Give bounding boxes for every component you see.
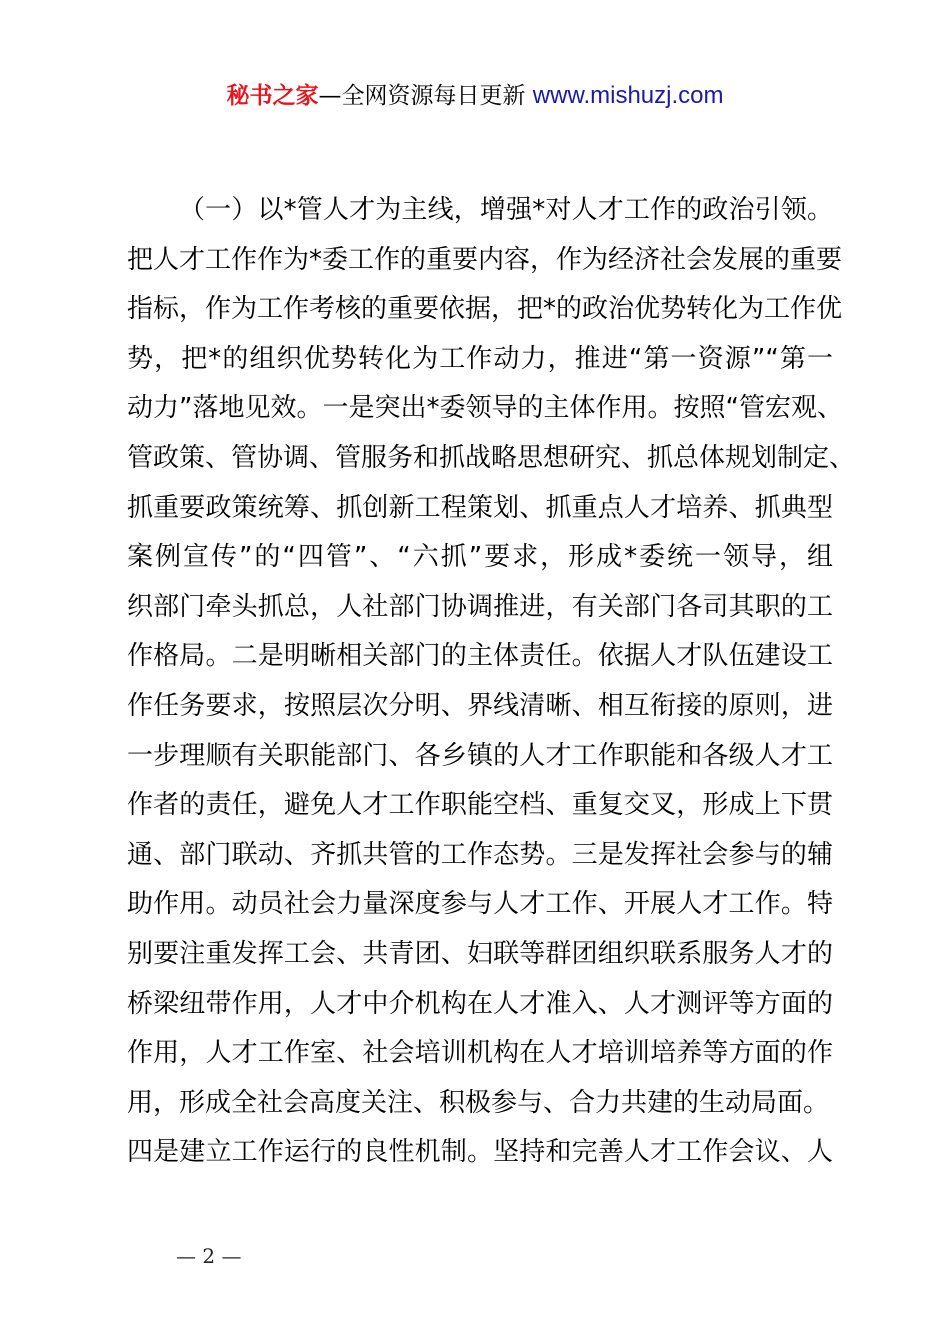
paragraph-line: 用，形成全社会高度关注、积极参与、合力共建的生动局面。 xyxy=(127,1087,830,1118)
paragraph-line: 作任务要求，按照层次分明、界线清晰、相互衔接的原则，进 xyxy=(127,690,833,721)
paragraph-line: 别要注重发挥工会、共青团、妇联等群团组织联系服务人才的 xyxy=(127,938,833,969)
paragraph-line: 作用，人才工作室、社会培训机构在人才培训培养等方面的作 xyxy=(127,1038,833,1069)
site-header xyxy=(0,80,950,112)
paragraph-line: 指标，作为工作考核的重要依据，把*的政治优势转化为工作优 xyxy=(127,294,843,325)
paragraph-line: 桥梁纽带作用，人才中介机构在人才准入、人才测评等方面的 xyxy=(127,988,833,1019)
paragraph-line: 管政策、管协调、管服务和抓战略思想研究、抓总体规划制定、 xyxy=(127,442,856,473)
paragraph-line: 动力”落地见效。一是突出*委领导的主体作用。按照“管宏观、 xyxy=(127,393,843,424)
site-url[interactable]: www.mishuzj.com xyxy=(532,82,724,109)
paragraph-line: 织部门牵头抓总，人社部门协调推进，有关部门各司其职的工 xyxy=(127,591,833,622)
paragraph-line: 案例宣传”的“四管”、“六抓”要求，形成*委统一领导，组 xyxy=(127,542,833,573)
paragraph-line: 通、部门联动、齐抓共管的工作态势。三是发挥社会参与的辅 xyxy=(127,839,833,870)
brand-name: 秘书之家 xyxy=(226,83,319,109)
paragraph-line: 势，把*的组织优势转化为工作动力，推进“第一资源”“第一 xyxy=(127,343,833,374)
paragraph-line: 抓重要政策统筹、抓创新工程策划、抓重点人才培养、抓典型 xyxy=(127,492,833,523)
paragraph-line: 四是建立工作运行的良性机制。坚持和完善人才工作会议、人 xyxy=(127,1137,833,1168)
header-slogan: —全网资源每日更新 xyxy=(318,83,526,109)
paragraph-line: 把人才工作作为*委工作的重要内容，作为经济社会发展的重要 xyxy=(127,244,843,275)
paragraph-line: 助作用。动员社会力量深度参与人才工作、开展人才工作。特 xyxy=(127,889,833,920)
paragraph-line: 作格局。二是明晰相关部门的主体责任。依据人才队伍建设工 xyxy=(127,641,833,672)
document-body xyxy=(127,186,856,1178)
paragraph-line: 作者的责任，避免人才工作职能空档、重复交叉，形成上下贯 xyxy=(127,790,833,821)
page-number: — 2 — xyxy=(176,1244,242,1268)
paragraph-line: 一步理顺有关职能部门、各乡镇的人才工作职能和各级人才工 xyxy=(127,740,833,771)
paragraph-line: （一）以*管人才为主线，增强*对人才工作的政治引领。 xyxy=(179,195,833,225)
